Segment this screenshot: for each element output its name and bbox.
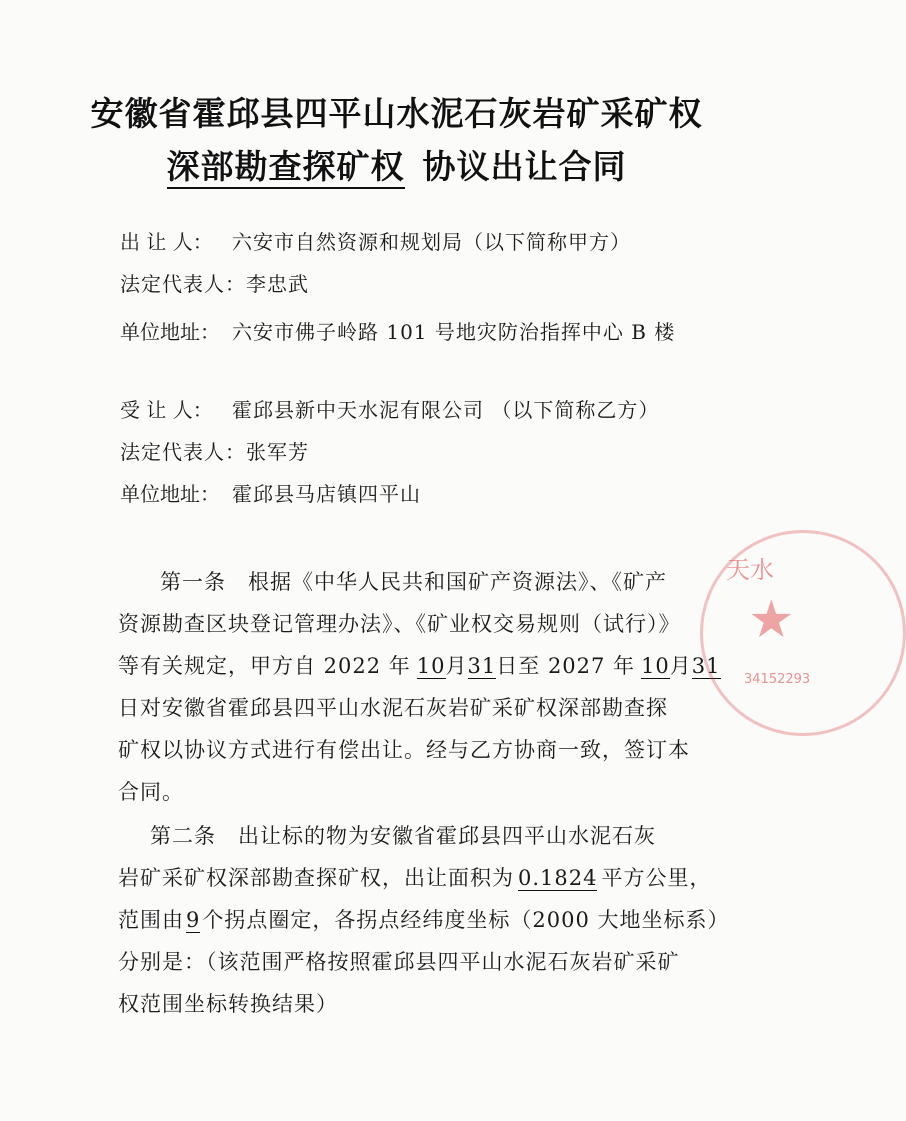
seal-star-icon: ★: [748, 590, 795, 650]
article1-line4: 日对安徽省霍邱县四平山水泥石灰岩矿采矿权深部勘查探: [118, 696, 668, 720]
transferor-address-value: 六安市佛子岭路 101 号地灾防治指挥中心 B 楼: [232, 320, 676, 344]
document-title-line2: [0, 141, 793, 188]
transferee-rep-label: 法定代表人：: [120, 440, 246, 464]
transferee-label: 受 让 人：: [120, 398, 213, 422]
article2-line2: [118, 862, 711, 892]
transferor-label: 出 让 人：: [120, 230, 213, 254]
article1-month-word-1: 月: [445, 654, 468, 678]
article1-line3: [118, 650, 721, 680]
article1-end-day: 31: [691, 654, 721, 678]
document-title-line1: 安徽省霍邱县四平山水泥石灰岩矿采矿权: [90, 94, 703, 133]
seal-text: 天水: [726, 556, 774, 584]
article1-line2: 资源勘查区块登记管理办法》、《矿业权交易规则（试行）》: [118, 612, 681, 636]
transferor-address-label: 单位地址：: [120, 320, 220, 344]
article1-line6: 合同。: [118, 780, 184, 804]
article1-month-word-2: 月: [669, 654, 692, 678]
seal-number: 34152293: [744, 672, 811, 687]
transferor-line: [120, 226, 631, 255]
article1-line3-part-c: 日至 2027 年: [496, 654, 636, 678]
article2-line3: [118, 904, 730, 934]
article1-line1: 第一条 根据《中华人民共和国矿产资源法》、《矿产: [160, 570, 667, 594]
article1-line3-part-a: 等有关规定，甲方自 2022 年: [118, 654, 411, 678]
article2-line4: 分别是：（该范围严格按照霍邱县四平山水泥石灰岩矿采矿: [118, 950, 680, 974]
transferor-value: 六安市自然资源和规划局（以下简称甲方）: [232, 230, 631, 254]
transferor-address-line: [120, 316, 675, 345]
article2-line1: 第二条 出让标的物为安徽省霍邱县四平山水泥石灰: [150, 824, 656, 848]
transferee-rep-value: 张军芳: [246, 440, 309, 464]
article2-line5: 权范围坐标转换结果）: [118, 992, 338, 1016]
transferee-address-line: [120, 478, 421, 507]
article2-point-count: 9: [186, 908, 201, 932]
article2-line3-part-a: 范围由: [118, 908, 184, 932]
transferor-rep-value: 李忠武: [246, 272, 309, 296]
article1-start-day: 31: [467, 654, 497, 678]
title-rest: 协议出让合同: [422, 147, 627, 186]
transferor-rep-label: 法定代表人：: [120, 272, 246, 296]
transferee-value: 霍邱县新中天水泥有限公司 （以下简称乙方）: [232, 398, 660, 422]
article2-line2-part-b: 平方公里，: [601, 866, 712, 890]
article2-area: 0.1824: [518, 866, 598, 890]
article1-start-month: 10: [416, 654, 446, 678]
transferor-rep-line: [120, 268, 309, 297]
transferee-address-label: 单位地址：: [120, 482, 220, 506]
transferee-rep-line: [120, 436, 309, 465]
article1-end-month: 10: [641, 654, 670, 678]
transferee-address-value: 霍邱县马店镇四平山: [232, 482, 421, 506]
article2-line3-part-b: 个拐点圈定，各拐点经纬度坐标（2000 大地坐标系）: [202, 908, 730, 932]
article1-line5: 矿权以协议方式进行有偿出让。经与乙方协商一致，签订本: [118, 738, 690, 762]
transferee-line: [120, 394, 659, 423]
article2-line2-part-a: 岩矿采矿权深部勘查探矿权，出让面积为: [118, 866, 514, 890]
title-underlined-part: 深部勘查探矿权: [167, 147, 405, 189]
